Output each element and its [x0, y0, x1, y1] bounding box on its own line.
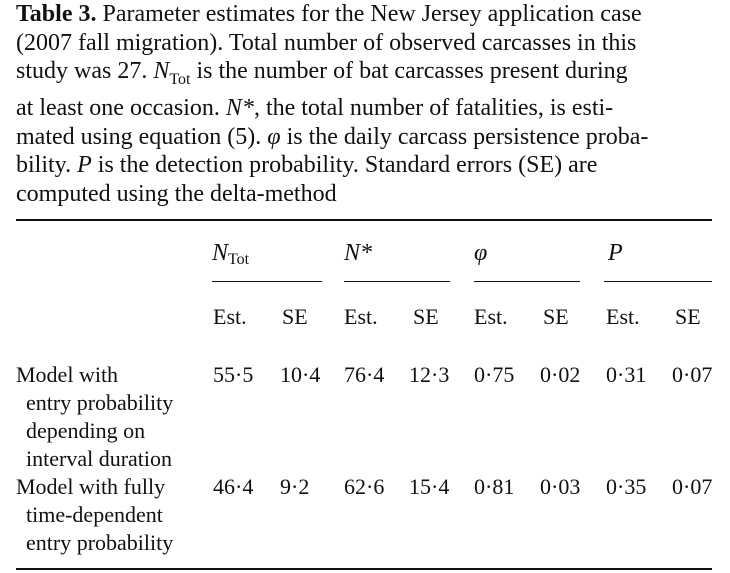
subheader-se: SE: [282, 304, 308, 329]
header-phi: φ: [474, 240, 488, 266]
table-cell: 12·3: [409, 362, 450, 387]
table-cell: 76·4: [344, 362, 385, 387]
header-p: P: [608, 240, 623, 266]
table-label: Table 3.: [16, 1, 97, 27]
row-label: Model with fully time-dependent entry probability: [16, 474, 174, 555]
table-cell: 0·35: [606, 474, 647, 499]
caption-line-6: bility. P is the detection probability. Standard errors (SE) are: [16, 152, 598, 179]
group-rule-phi: [474, 281, 580, 282]
table-cell: 0·07: [672, 362, 713, 387]
table-cell: 0·07: [672, 474, 713, 499]
header-n-star: N*: [344, 240, 373, 266]
group-rule-p: [604, 281, 712, 282]
table-cell: 46·4: [213, 474, 254, 499]
subheader-est: Est.: [213, 304, 247, 329]
subheader-se: SE: [543, 304, 569, 329]
table-cell: 15·4: [409, 474, 450, 499]
subheader-se: SE: [675, 304, 701, 329]
subheader-est: Est.: [606, 304, 640, 329]
caption-line-2: (2007 fall migration). Total number of observed carcasses in this: [16, 29, 637, 56]
subheader-se: SE: [413, 304, 439, 329]
table-cell: 0·03: [540, 474, 581, 499]
table-cell: 55·5: [213, 362, 254, 387]
table-top-rule: [16, 219, 712, 221]
table-cell: 9·2: [280, 474, 310, 499]
caption-line-3: study was 27. $N_{Tot}$ is the number of bat carcasses present during: [16, 58, 628, 88]
table-cell: 62·6: [344, 474, 385, 499]
subheader-est: Est.: [474, 304, 508, 329]
table-cell: 0·31: [606, 362, 647, 387]
caption-line-4: at least one occasion. N*, the total number of fatalities, is esti-: [16, 95, 614, 122]
table-caption: [16, 0, 714, 208]
table-cell: 0·75: [474, 362, 515, 387]
header-n-tot: $N_{Tot}$: [212, 240, 250, 268]
subheader-est: Est.: [344, 304, 378, 329]
caption-line-7: computed using the delta-method: [16, 180, 337, 207]
table-cell: 0·02: [540, 362, 581, 387]
caption-line-5: mated using equation (5). φ is the daily carcass persistence proba-: [16, 123, 649, 150]
table-cell: 10·4: [280, 362, 321, 387]
table-bottom-rule: [16, 568, 712, 570]
group-rule-n-star: [344, 281, 450, 282]
caption-line-1: Table 3. Parameter estimates for the New Jersey application case: [16, 1, 642, 27]
table-cell: 0·81: [474, 474, 515, 499]
row-label: Model with entry probability depending on interval duration: [16, 362, 174, 471]
group-rule-n-tot: [212, 281, 322, 282]
